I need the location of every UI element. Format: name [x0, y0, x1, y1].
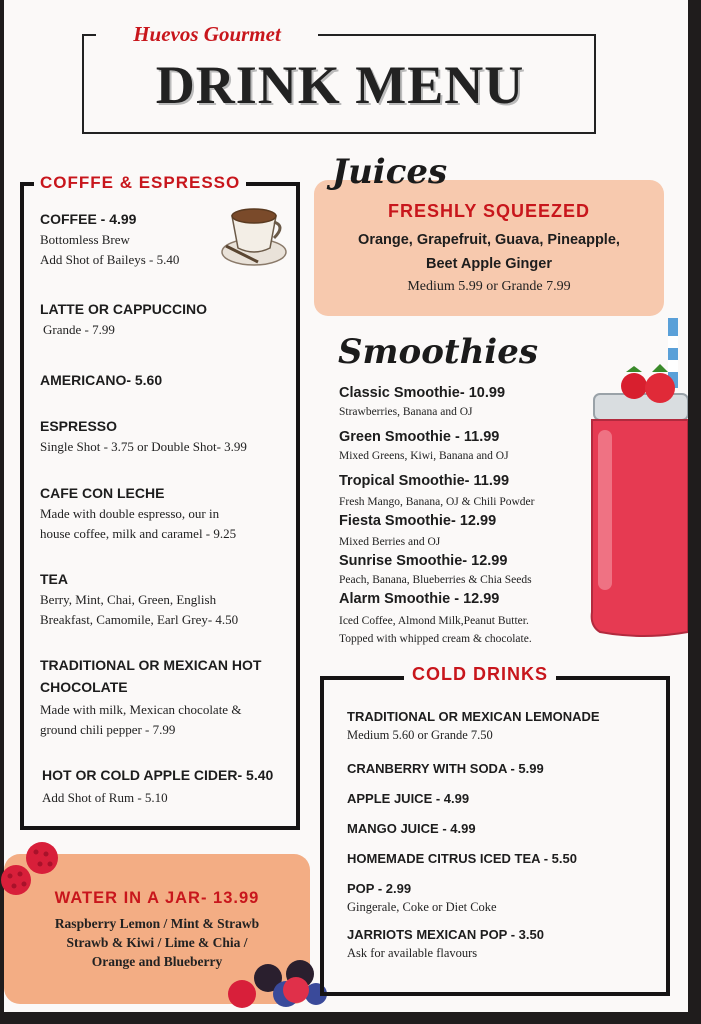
coffee-section-heading: COFFFE & ESPRESSO: [34, 172, 246, 194]
smoothie-desc: Mixed Berries and OJ: [339, 536, 441, 548]
item-name: ESPRESSO: [40, 418, 118, 434]
item-name: TEA: [40, 571, 68, 587]
item-desc: house coffee, milk and caramel - 9.25: [40, 526, 237, 541]
menu-item-tea: [40, 568, 238, 630]
cold-item-name: CRANBERRY WITH SODA - 5.99: [347, 761, 544, 776]
cold-item-name: POP - 2.99: [347, 881, 412, 896]
menu-item-espresso: [40, 415, 247, 457]
smoothies-heading: Smoothies: [338, 332, 538, 372]
smoothie-desc: Strawberries, Banana and OJ: [339, 406, 473, 418]
smoothie-name: Alarm Smoothie - 12.99: [339, 591, 500, 607]
menu-item-americano: [40, 369, 162, 391]
mixed-berries-icon: [224, 954, 334, 1010]
water-flavors: Raspberry Lemon / Mint & Strawb: [54, 916, 260, 931]
smoothie-desc: Fresh Mango, Banana, OJ & Chili Powder: [339, 496, 535, 508]
juices-flavors: Beet Apple Ginger: [426, 256, 552, 272]
smoothie-jar-icon: [584, 316, 688, 642]
juices-text: [314, 198, 664, 298]
item-name: AMERICANO- 5.60: [40, 372, 163, 388]
smoothie-desc: Iced Coffee, Almond Milk,Peanut Butter.: [339, 615, 529, 627]
juices-flavors: Orange, Grapefruit, Guava, Pineapple,: [358, 232, 620, 248]
coffee-cup-icon: [218, 200, 288, 270]
juices-sizes: Medium 5.99 or Grande 7.99: [407, 279, 571, 294]
item-desc: Bottomless Brew: [40, 232, 130, 247]
smoothie-name: Tropical Smoothie- 11.99: [339, 473, 510, 489]
item-desc: Single Shot - 3.75 or Double Shot- 3.99: [40, 439, 247, 454]
water-flavors: Orange and Blueberry: [91, 954, 223, 969]
cold-item-name: HOMEMADE CITRUS ICED TEA - 5.50: [347, 851, 577, 866]
item-desc: Add Shot of Baileys - 5.40: [40, 252, 180, 267]
water-heading: WATER IN A JAR- 13.99: [54, 889, 260, 907]
cold-item-desc: Medium 5.60 or Grande 7.50: [347, 728, 493, 742]
item-desc: Grande - 7.99: [43, 322, 115, 337]
cold-item-name: TRADITIONAL OR MEXICAN LEMONADE: [347, 709, 600, 724]
page-title: DRINK MENU: [155, 55, 525, 115]
item-desc: Made with milk, Mexican chocolate &: [40, 702, 242, 717]
smoothie-name: Sunrise Smoothie- 12.99: [339, 553, 508, 569]
item-name: CHOCOLATE: [40, 679, 128, 695]
juices-heading: Juices: [332, 152, 448, 192]
smoothie-desc: Peach, Banana, Blueberries & Chia Seeds: [339, 574, 532, 586]
juices-subheading: FRESHLY SQUEEZED: [387, 201, 591, 221]
brand-name: Huevos Gourmet: [96, 22, 318, 46]
item-name: TRADITIONAL OR MEXICAN HOT: [40, 657, 262, 673]
item-desc: Add Shot of Rum - 5.10: [42, 790, 168, 805]
menu-item-hot-chocolate: [40, 654, 261, 740]
item-name: CAFE CON LECHE: [40, 485, 165, 501]
smoothie-name: Fiesta Smoothie- 12.99: [339, 513, 497, 529]
item-desc: Breakfast, Camomile, Earl Grey- 4.50: [40, 612, 239, 627]
item-desc: Berry, Mint, Chai, Green, English: [40, 592, 217, 607]
menu-item-cafe-con-leche: [40, 482, 236, 544]
item-desc: ground chili pepper - 7.99: [40, 722, 176, 737]
smoothie-desc: Mixed Greens, Kiwi, Banana and OJ: [339, 450, 509, 462]
menu-item-apple-cider: [42, 764, 273, 808]
item-desc: Made with double espresso, our in: [40, 506, 220, 521]
smoothie-name: Green Smoothie - 11.99: [339, 429, 500, 445]
smoothie-desc: Topped with whipped cream & chocolate.: [339, 633, 532, 645]
item-name: LATTE OR CAPPUCCINO: [40, 301, 207, 317]
item-name: HOT OR COLD APPLE CIDER- 5.40: [42, 767, 274, 783]
cold-item-name: APPLE JUICE - 4.99: [347, 791, 470, 806]
cold-item-name: JARRIOTS MEXICAN POP - 3.50: [347, 927, 544, 942]
cold-item-desc: Ask for available flavours: [347, 946, 478, 960]
cold-drinks-heading: COLD DRINKS: [404, 662, 556, 686]
cold-item-name: MANGO JUICE - 4.99: [347, 821, 476, 836]
menu-item-coffee: [40, 208, 179, 270]
menu-item-latte: [40, 298, 207, 340]
cold-drinks-list: [347, 708, 600, 962]
smoothie-name: Classic Smoothie- 10.99: [339, 385, 506, 401]
smoothie-list: [339, 383, 534, 648]
item-name: COFFEE - 4.99: [40, 211, 137, 227]
cold-item-desc: Gingerale, Coke or Diet Coke: [347, 900, 497, 914]
water-flavors: Strawb & Kiwi / Lime & Chia /: [66, 935, 248, 950]
